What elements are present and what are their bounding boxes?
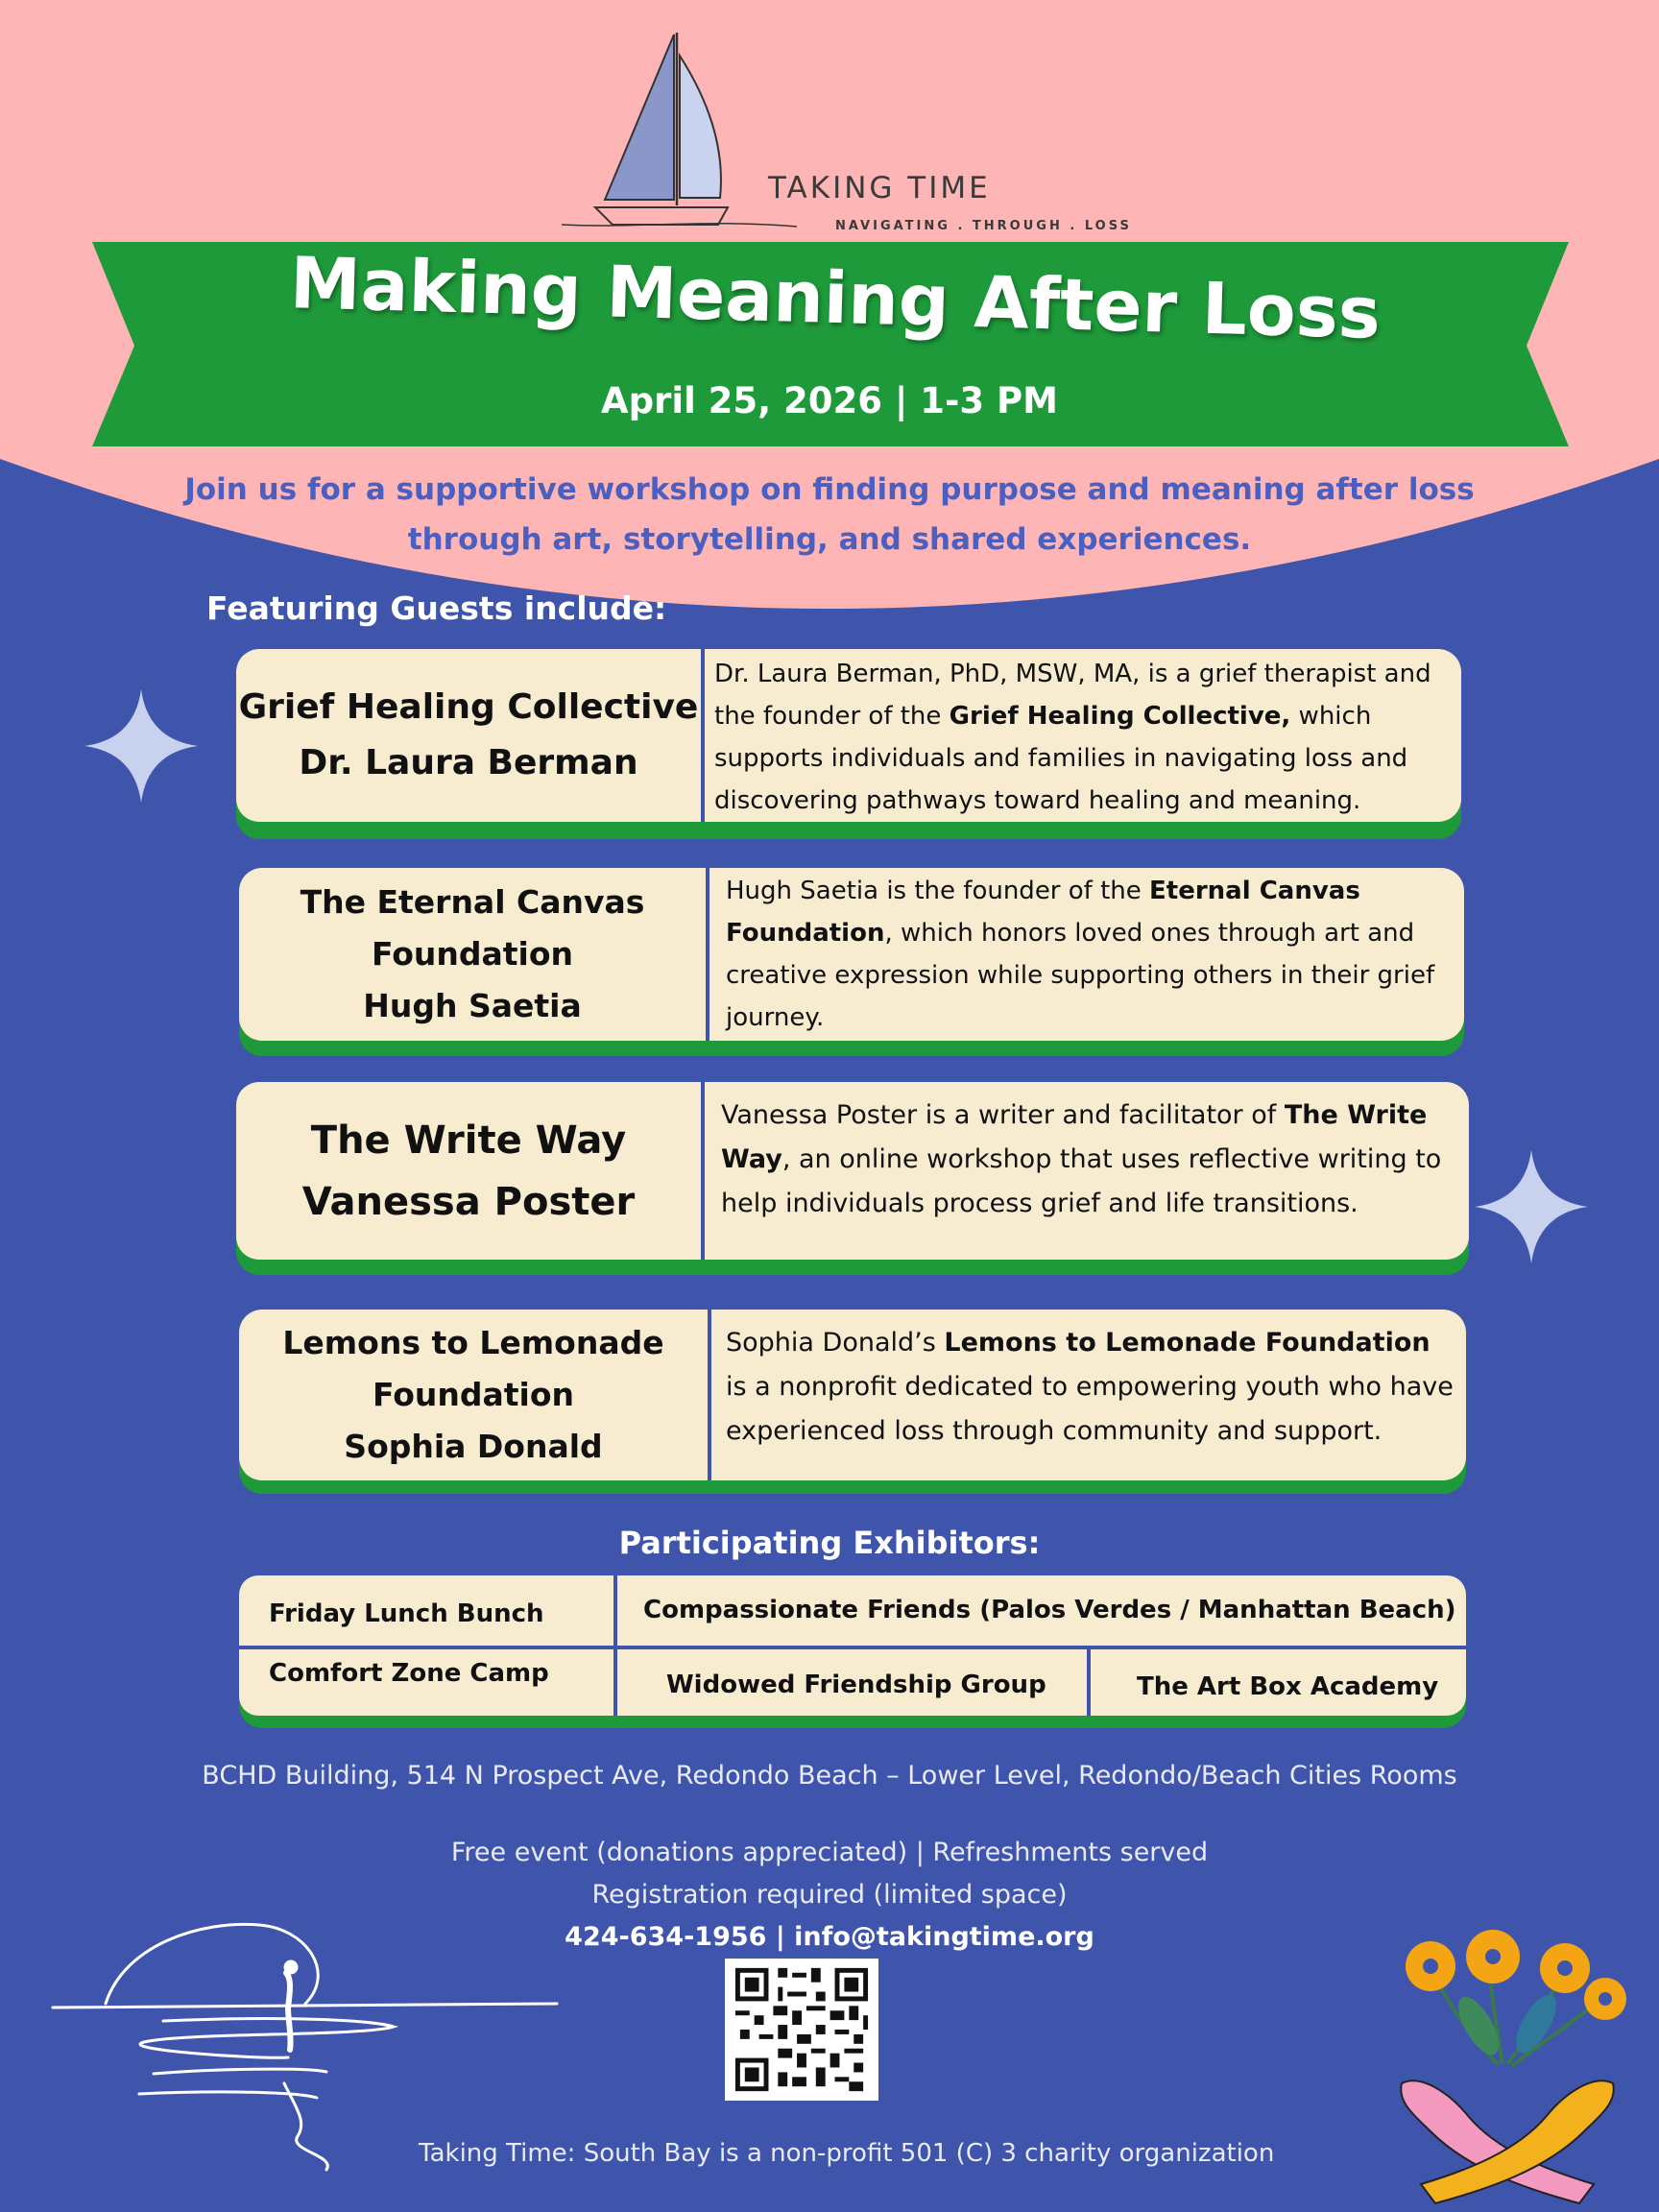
guest-name: Hugh Saetia [363,987,582,1024]
guest-org: Lemons to Lemonade [282,1324,664,1361]
guest-name: Dr. Laura Berman [299,743,638,782]
exhibitor: The Art Box Academy [1137,1672,1439,1701]
sailboat-logo-icon [557,27,797,238]
featuring-heading: Featuring Guests include: [206,589,667,627]
event-title: Making Meaning After Loss [288,242,1382,355]
guest-card-4 [239,1310,1466,1480]
table-divider [239,1646,1466,1649]
guest-org: The Write Way [310,1118,627,1163]
exhibitor: Compassionate Friends (Palos Verdes / Manhattan Beach) [643,1596,1456,1624]
exhibitor: Widowed Friendship Group [666,1671,1046,1699]
exhibitors-heading: Participating Exhibitors: [618,1525,1041,1561]
exhibitor: Comfort Zone Camp [269,1659,549,1688]
guest-name: Sophia Donald [344,1428,603,1465]
guest-description: Vanessa Poster is a writer and facilitator of The Write Way, an online workshop that uses reflective writing to help individuals process grief and life transitions. [721,1100,1442,1218]
guest-card-1 [236,649,1461,822]
exhibitor: Friday Lunch Bunch [269,1599,544,1628]
event-date: April 25, 2026 | 1-3 PM [601,380,1058,421]
card-divider [706,868,709,1041]
event-detail: Registration required (limited space) [591,1880,1068,1910]
qr-code[interactable] [725,1959,878,2101]
card-divider [701,1082,705,1260]
event-detail: Free event (donations appreciated) | Refreshments served [450,1838,1209,1867]
guest-org: Grief Healing Collective [238,687,699,727]
guest-description: Dr. Laura Berman, PhD, MSW, MA, is a grief therapist and the founder of the Grief Healing Collective, which supports individuals and families in navigating loss and discovering pathways toward healing and meaning. [714,660,1431,815]
hands-flowers-icon [1363,1911,1651,2208]
sparkle-icon [1475,1150,1588,1263]
guest-card-2 [239,868,1464,1041]
guest-description: Hugh Saetia is the founder of the Eternal Canvas Foundation, which honors loved ones through art and creative expression while supporting others in their grief journey. [726,877,1435,1032]
card-divider [701,649,705,822]
guest-name: Vanessa Poster [301,1179,636,1224]
guest-card-3 [236,1082,1469,1260]
logo-tagline: NAVIGATING . THROUGH . LOSS [835,219,1132,233]
card-divider [708,1310,711,1480]
logo-name: TAKING TIME [768,171,991,205]
table-divider [1087,1646,1091,1716]
guest-description: Sophia Donald’s Lemons to Lemonade Foundation is a nonprofit dedicated to empowering youth who have experienced loss through community and support. [726,1328,1454,1446]
intro-text: Join us for a supportive workshop on finding purpose and meaning after loss through art, storytelling, and shared experiences. [184,472,1475,557]
location: BCHD Building, 514 N Prospect Ave, Redondo Beach – Lower Level, Redondo/Beach Cities Rooms [202,1761,1457,1791]
qr-code-icon [725,1959,878,2101]
guest-org: Foundation [372,1376,574,1413]
guest-org: Foundation [371,935,573,973]
sparkle-icon [84,689,198,803]
contact-info[interactable]: 424-634-1956 | info@takingtime.org [565,1922,1094,1952]
guest-org: The Eternal Canvas [300,883,645,921]
footer-note: Taking Time: South Bay is a non-profit 501 (C) 3 charity organization [419,2139,1275,2168]
